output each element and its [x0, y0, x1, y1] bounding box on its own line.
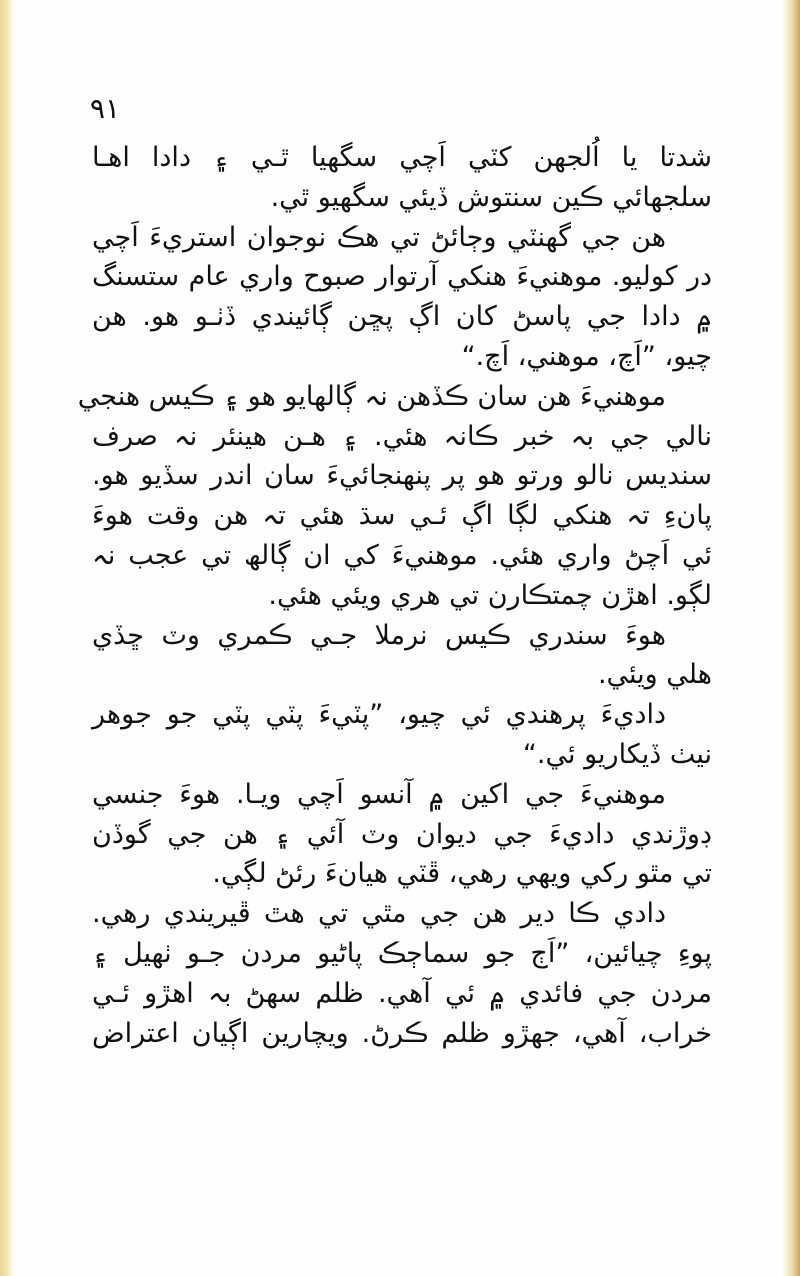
text-line: سنديس نالو ورتو ھو پر پنھنجائيءَ سان اندر سڏيو ھو.: [92, 460, 712, 492]
body-text: [77, 138, 712, 1053]
text-line: ئي اَچڻ واري ھئي. موھنيءَ کي ان ڳالھ تي عجب نہ: [92, 539, 712, 571]
text-line: ھن جي گھنٽي وڄائڻ تي ھڪ نوجوان استريءَ اَچي: [92, 221, 666, 253]
page-edge-right: [782, 0, 800, 1276]
text-line: ھوءَ سندري ڪيس نرملا جـي ڪمري وٽ ڇڏي: [92, 619, 666, 651]
text-line: تي مٿو رکي ويھي رھي، ڦٽي ھيانءَ رئڻ لڳي.: [212, 858, 712, 890]
page-number: ٩١: [90, 92, 121, 125]
text-line: نيٺ ڏيکاريو ئي.“: [522, 738, 712, 770]
text-line: لڳو. اھڙن چمتڪارن تي ھري ويئي ھئي.: [268, 579, 712, 611]
text-line: شدتا يا اُلجھن کٽي اَچي سگھيا ٿـي ۽ دادا اھـا: [92, 142, 712, 173]
text-line: مردن جي فائدي ۾ ئي آھي. ظلم سھڻ بہ اھڙو ئـي: [92, 977, 712, 1009]
text-line: ڊوڙندي داديءَ جي ديوان وٽ آئي ۽ ھن جي گوڏن: [92, 818, 712, 850]
text-line: سلجھائي ڪين سنتوش ڏيئي سگھيو ٿي.: [270, 181, 712, 213]
text-line: موھنيءَ جي اکين ۾ آنسو اَچي ويـا. ھوءَ جنسي: [92, 778, 666, 810]
text-line: در کوليو. موھنيءَ ھنکي آرتوار صبوح واري عام ستسنگ: [92, 261, 712, 293]
text-line: داديءَ پرھندي ئي چيو، ”پٽيءَ پٽي پٽي جو جوھر: [92, 699, 666, 731]
text-line: پوءِ چيائين، ”اَڄ جو سماڄڪ پاڻيو مردن جـو ٺھيل ۽: [92, 937, 712, 969]
text-line: پانءِ تہ ھنکي لڳا اڳ ئـي سڌ ھئي تہ ھن وقت ھوءَ: [92, 500, 712, 532]
text-line: خراب، آھي، جھڙو ظلم ڪرڻ. ويچارين اڳيان اعتراض: [92, 1017, 712, 1049]
page-edge-left: [0, 0, 14, 1276]
text-line: دادي ڪا دير ھن جي مٿي تي ھٿ ڦيريندي رھي.: [92, 898, 666, 930]
text-line: چيو، ”اَچ، موھني، اَچ.“: [461, 340, 712, 372]
text-line: نالي جي بہ خبر ڪانہ ھئي. ۽ ھـن ھينئر نہ صرف: [92, 420, 712, 452]
text-line: ھلي ويئي.: [597, 659, 712, 691]
text-line: ۾ دادا جي پاسڻ کان اڳ پڇن ڳائيندي ڏٺـو ھو. ھن: [92, 301, 712, 333]
text-line: موھنيءَ ھن سان ڪڏھن نہ ڳالھايو ھو ۽ ڪيس ھنجي: [77, 380, 666, 412]
